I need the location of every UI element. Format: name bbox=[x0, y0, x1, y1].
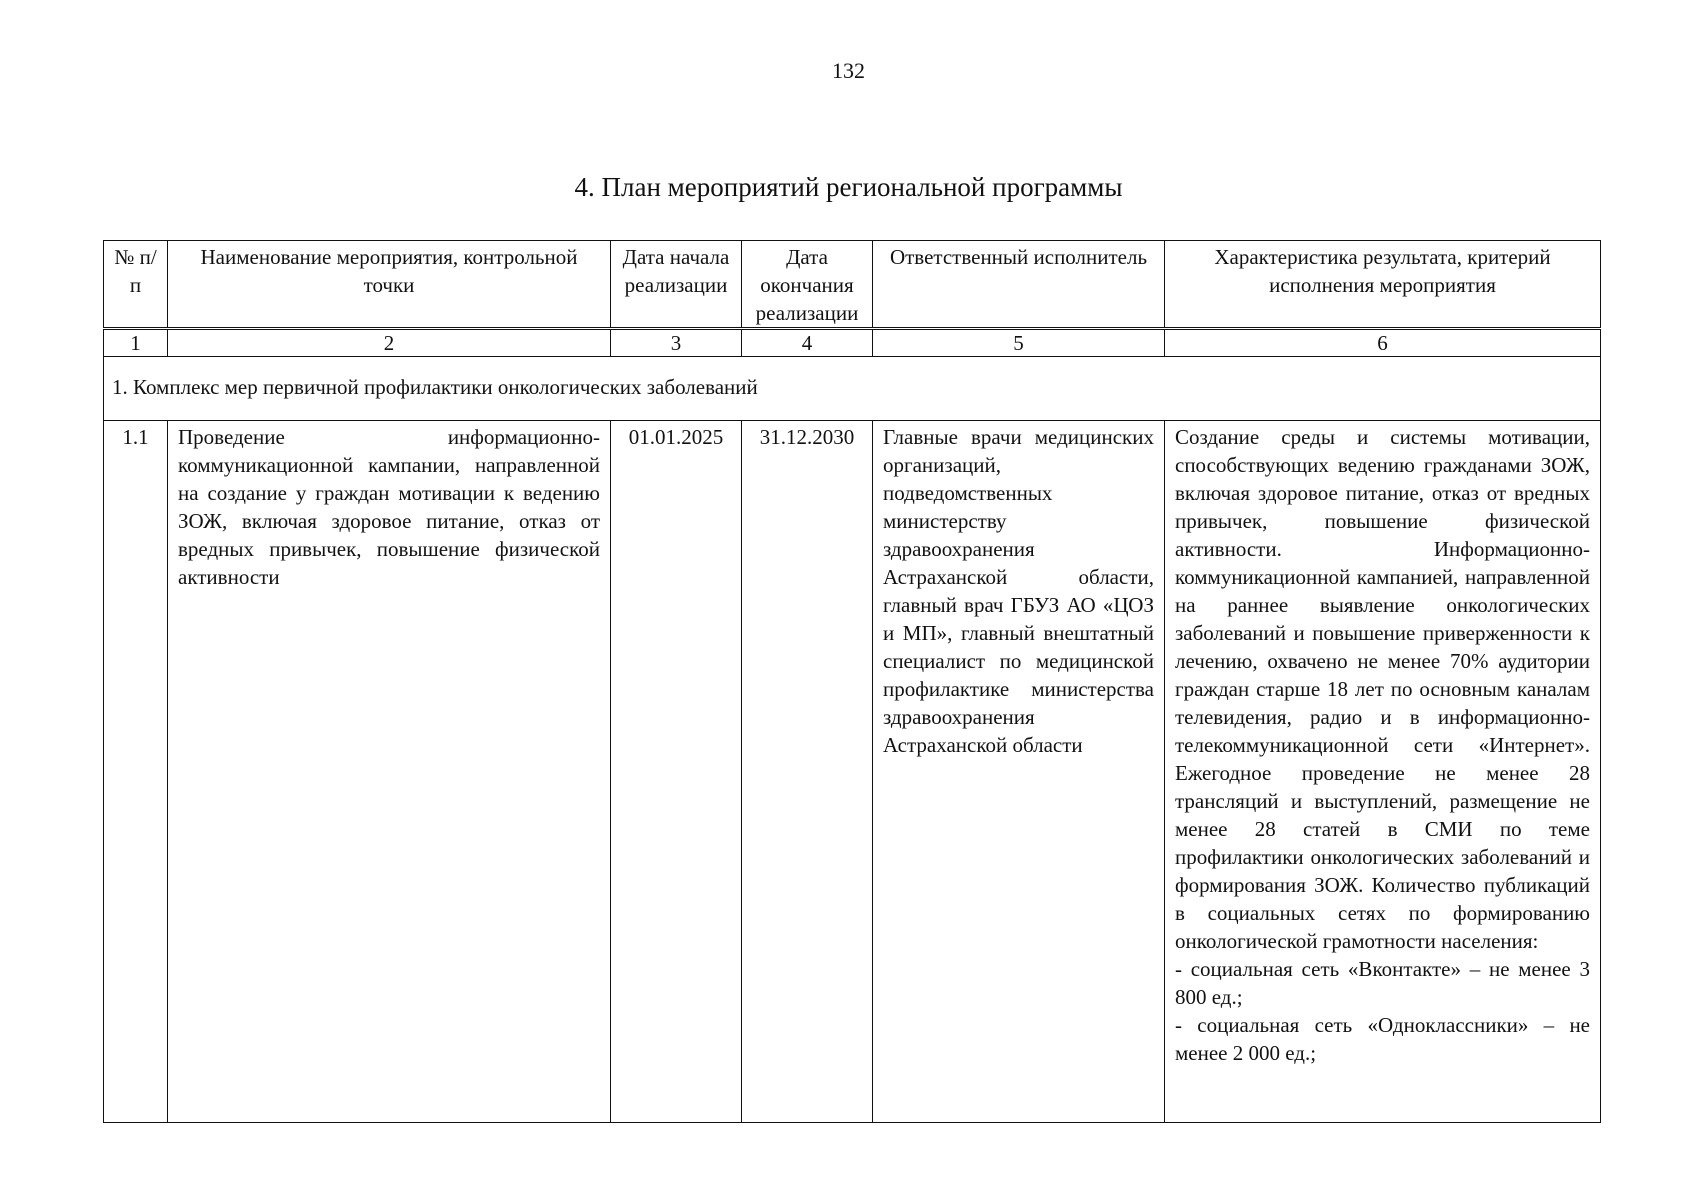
column-number: 6 bbox=[1165, 329, 1601, 357]
row-end-date: 31.12.2030 bbox=[742, 421, 873, 1123]
row-start-date: 01.01.2025 bbox=[611, 421, 742, 1123]
row-name: Проведение информационно-коммуникационной кампании, направленной на создание у граждан мотивации к ведению ЗОЖ, включая здоровое питание, отказ от вредных привычек, повышение физической активности bbox=[168, 421, 611, 1123]
column-number: 5 bbox=[873, 329, 1165, 357]
header-result: Характеристика результата, критерий исполнения мероприятия bbox=[1165, 241, 1601, 329]
row-result bbox=[1165, 421, 1601, 1123]
result-item: - социальная сеть «Одноклассники» – не менее 2 000 ед.; bbox=[1175, 1013, 1590, 1065]
row-number: 1.1 bbox=[104, 421, 168, 1123]
section-heading-row bbox=[104, 357, 1601, 421]
table-row bbox=[104, 421, 1601, 1123]
column-number-row bbox=[104, 329, 1601, 357]
header-responsible: Ответственный исполнитель bbox=[873, 241, 1165, 329]
header-end-date: Дата окончания реализации bbox=[742, 241, 873, 329]
page-number: 132 bbox=[832, 58, 865, 83]
result-item: - социальная сеть «Вконтакте» – не менее 3 800 ед.; bbox=[1175, 957, 1590, 1009]
section-title: 4. План мероприятий региональной программы bbox=[574, 172, 1123, 202]
column-number: 2 bbox=[168, 329, 611, 357]
header-name: Наименование мероприятия, контрольной точки bbox=[168, 241, 611, 329]
column-number: 1 bbox=[104, 329, 168, 357]
column-number: 4 bbox=[742, 329, 873, 357]
column-number: 3 bbox=[611, 329, 742, 357]
table-header-row bbox=[104, 241, 1601, 329]
section-heading: 1. Комплекс мер первичной профилактики онкологических заболеваний bbox=[104, 357, 1601, 421]
result-paragraph: Создание среды и системы мотивации, способствующих ведению гражданами ЗОЖ, включая здоровое питание, отказ от вредных привычек, повышение физической активности. Информационно-коммуникационной кампанией, направленной на раннее выявление онкологических заболеваний и повышение приверженности к лечению, охвачено не менее 70% аудитории граждан старше 18 лет по основным каналам телевидения, радио и в информационно-телекоммуникационной сети «Интернет». Ежегодное проведение не менее 28 трансляций и выступлений, размещение не менее 28 статей в СМИ по теме профилактики онкологических заболеваний и формирования ЗОЖ. Количество публикаций в социальных сетях по формированию онкологической грамотности населения: bbox=[1175, 425, 1590, 953]
header-number: № п/п bbox=[104, 241, 168, 329]
header-start-date: Дата начала реализации bbox=[611, 241, 742, 329]
plan-table bbox=[103, 240, 1601, 1123]
row-responsible: Главные врачи медицинских организаций, подведомственных министерству здравоохранения Астраханской области, главный врач ГБУЗ АО «ЦОЗ и МП», главный внештатный специалист по медицинской профилактике министерства здравоохранения Астраханской области bbox=[873, 421, 1165, 1123]
